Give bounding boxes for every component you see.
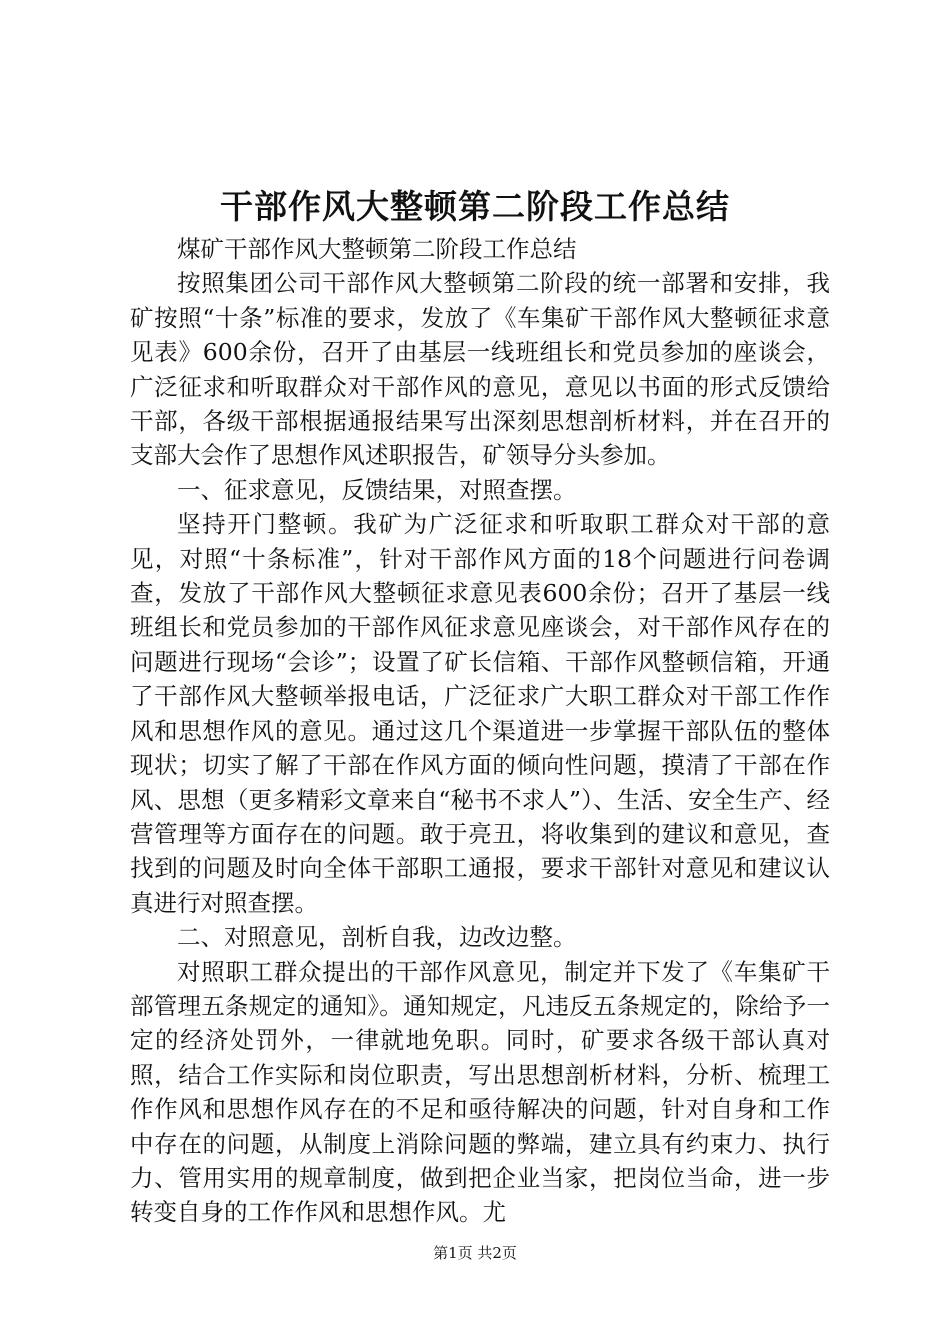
page-footer: 第1页 共2页 <box>433 1244 517 1262</box>
document-subtitle: 煤矿干部作风大整顿第二阶段工作总结 <box>177 235 577 263</box>
document-body <box>130 232 830 1230</box>
paragraph-section-2: 对照职工群众提出的干部作风意见，制定并下发了《车集矿干部管理五条规定的通知》。通知规定，凡违反五条规定的，除给予一定的经济处罚外，一律就地免职。同时，矿要求各级干部认真对照，结合工作实际和岗位职责，写出思想剖析材料，分析、梳理工作作风和思想作风存在的不足和亟待解决的问题，针对自身和工作中存在的问题，从制度上消除问题的弊端，建立具有约束力、执行力、管用实用的规章制度，做到把企业当家，把岗位当命，进一步转变自身的工作作风和思想作风。尤 <box>130 957 830 1227</box>
document-title: 干部作风大整顿第二阶段工作总结 <box>220 187 730 226</box>
paragraph-section-1: 坚持开门整顿。我矿为广泛征求和听取职工群众对干部的意见，对照“十条标准”，针对干部作风方面的18个问题进行问卷调查，发放了干部作风大整顿征求意见表600余份；召开了基层一线班组长和党员参加的干部作风征求意见座谈会，对干部作风存在的问题进行现场“会诊”；设置了矿长信箱、干部作风整顿信箱，开通了干部作风大整顿举报电话，广泛征求广大职工群众对干部工作作风和思想作风的意见。通过这几个渠道进一步掌握干部队伍的整体现状；切实了解了干部在作风方面的倾向性问题，摸清了干部在作风、思想（更多精彩文章来自“秘书不求人”）、生活、安全生产、经营管理等方面存在的问题。敢于亮丑，将收集到的建议和意见，查找到的问题及时向全体干部职工通报，要求干部针对意见和建议认真进行对照查摆。 <box>130 510 830 917</box>
paragraph-intro: 按照集团公司干部作风大整顿第二阶段的统一部署和安排，我矿按照“十条”标准的要求，发放了《车集矿干部作风大整顿征求意见表》600余份，召开了由基层一线班组长和党员参加的座谈会，广泛征求和听取群众对干部作风的意见，意见以书面的形式反馈给干部，各级干部根据通报结果写出深刻思想剖析材料，并在召开的支部大会作了思想作风述职报告，矿领导分头参加。 <box>130 269 830 470</box>
section-heading-2: 二、对照意见，剖析自我，边改边整。 <box>177 923 577 952</box>
section-heading-1: 一、征求意见，反馈结果，对照查摆。 <box>177 475 577 504</box>
